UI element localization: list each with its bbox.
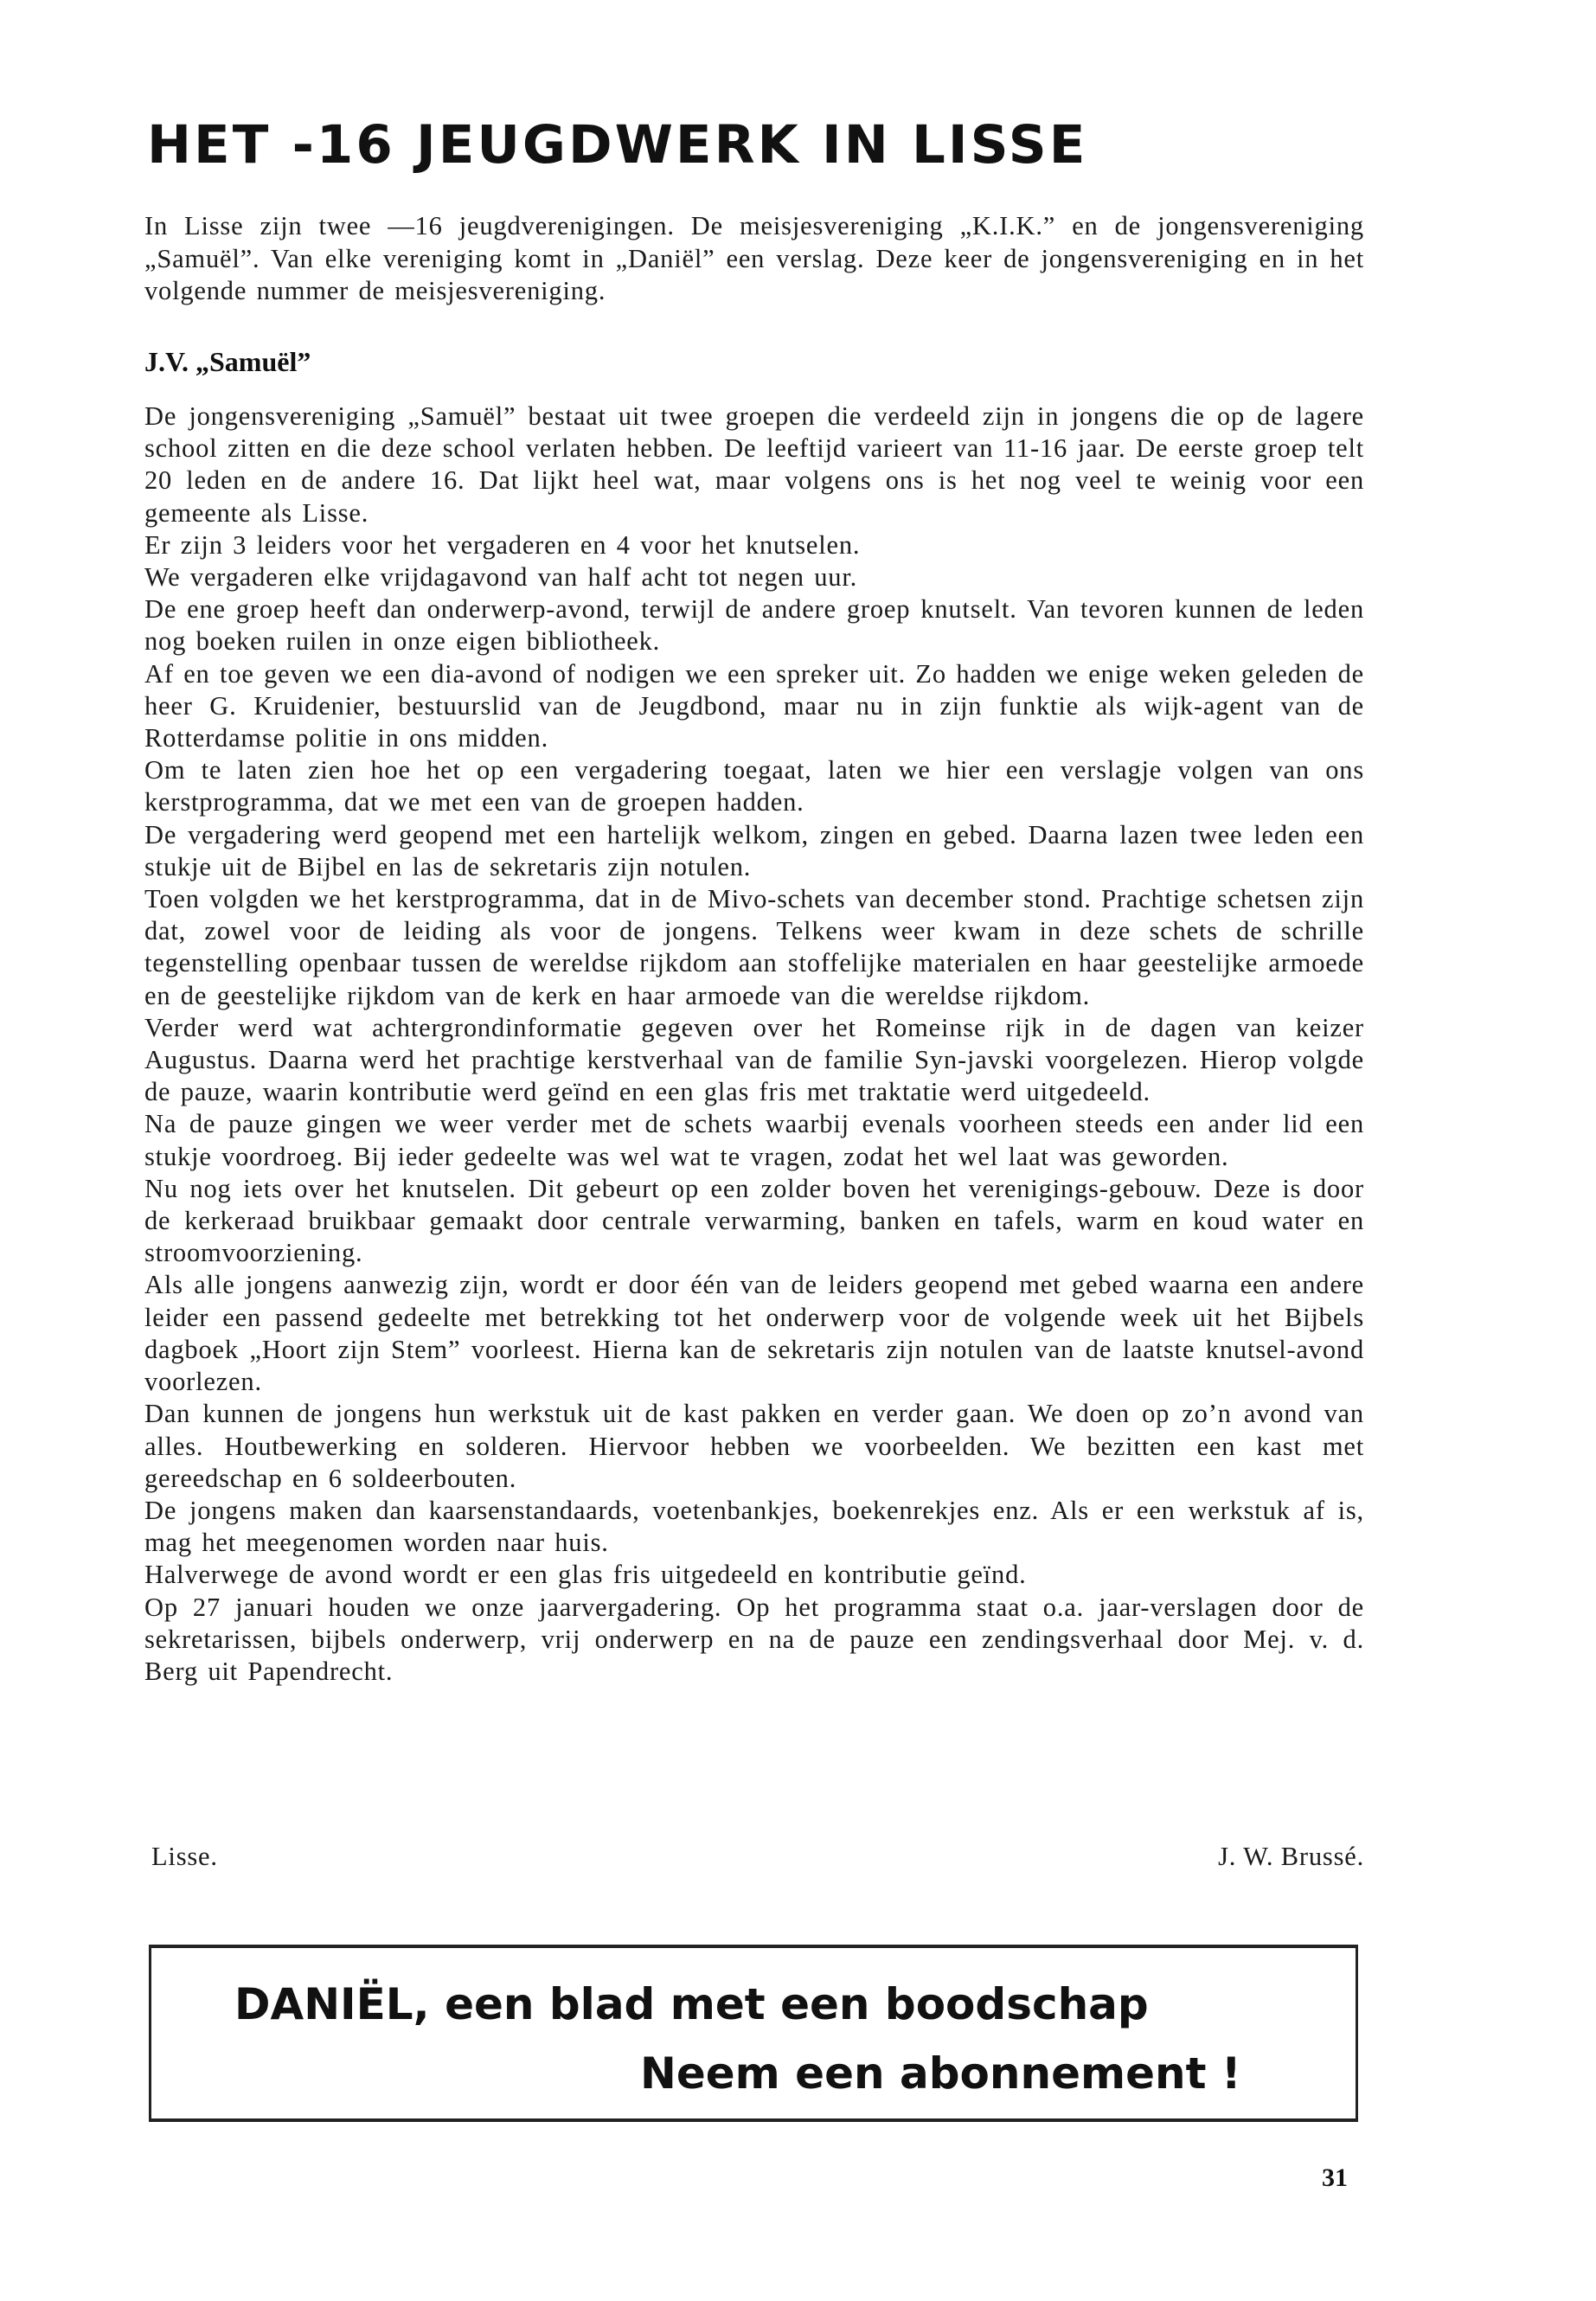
body-paragraph: Nu nog iets over het knutselen. Dit gebeurt op een zolder boven het verenigings-gebouw. Deze is door de kerkeraad bruikbaar gemaakt door centrale verwarming, banken en tafels, warm en koud water en stroomvoorziening.	[144, 1173, 1364, 1268]
body-paragraph: Halverwege de avond wordt er een glas fris uitgedeeld en kontributie geïnd.	[144, 1560, 1027, 1590]
body-paragraph: Toen volgden we het kerstprogramma, dat in de Mivo-schets van december stond. Prachtige schetsen zijn dat, zowel voor de leiding als voor de jongens. Telkens weer kwam in deze schets de schrille tegenstelling openbaar tussen de wereldse rijkdom aan stoffelijke materialen en haar geestelijke armoede en de geestelijke rijkdom van de kerk en haar armoede van die wereldse rijkdom.	[144, 884, 1364, 1010]
signature-author: J. W. Brussé.	[1218, 1842, 1364, 1871]
body-paragraph: De vergadering werd geopend met een hartelijk welkom, zingen en gebed. Daarna lazen twee leden een stukje uit de Bijbel en las de sekretaris zijn notulen.	[144, 819, 1364, 881]
body-paragraph: Er zijn 3 leiders voor het vergaderen en 4 voor het knutselen.	[144, 529, 861, 560]
article-intro: In Lisse zijn twee —16 jeugdverenigingen. De meisjesvereniging „K.I.K.” en de jongensvereniging „Samuël”. Van elke vereniging komt in „Daniël” een verslag. Deze keer de jongensvereniging en in het volgende nummer de meisjesvereniging.	[144, 211, 1364, 305]
body-paragraph: Op 27 januari houden we onze jaarvergadering. Op het programma staat o.a. jaar-verslagen door de sekretarissen, bijbels onderwerp, vrij onderwerp en na de pauze een zendingsverhaal door Mej. v. d. Berg uit Papendrecht.	[144, 1592, 1364, 1686]
body-paragraph: Dan kunnen de jongens hun werkstuk uit de kast pakken en verder gaan. We doen op zo’n avond van alles. Houtbewerking en solderen. Hiervoor hebben we voorbeelden. We bezitten een kast met gereedschap en 6 soldeerbouten.	[144, 1399, 1364, 1493]
page-number: 31	[1322, 2163, 1348, 2192]
body-paragraph: Af en toe geven we een dia-avond of nodigen we een spreker uit. Zo hadden we enige weken geleden de heer G. Kruidenier, bestuurslid van de Jeugdbond, maar nu in zijn funktie als wijk-agent van de Rotterdamse politie in ons midden.	[144, 658, 1364, 753]
advertisement-box	[149, 1945, 1358, 2122]
body-paragraph: Om te laten zien hoe het op een vergadering toegaat, laten we hier een verslagje volgen van ons kerstprogramma, dat we met een van de groepen hadden.	[144, 755, 1364, 817]
body-paragraph: We vergaderen elke vrijdagavond van half acht tot negen uur.	[144, 562, 858, 593]
section-heading: J.V. „Samuël”	[144, 346, 311, 377]
advertisement-headline: DANIËL, een blad met een boodschap	[234, 1979, 1149, 2029]
body-paragraph: De ene groep heeft dan onderwerp-avond, terwijl de andere groep knutselt. Van tevoren kunnen de leden nog boeken ruilen in onze eigen bibliotheek.	[144, 594, 1364, 657]
body-paragraph: Als alle jongens aanwezig zijn, wordt er door één van de leiders geopend met gebed waarna een andere leider een passend gedeelte met betrekking tot het onderwerp voor de volgende week uit het Bijbels dagboek „Hoort zijn Stem” voorleest. Hierna kan de sekretaris zijn notulen van de laatste knutsel-avond voorlezen.	[144, 1270, 1364, 1397]
article-body	[144, 401, 1364, 1688]
article-title: HET -16 JEUGDWERK IN LISSE	[147, 114, 1088, 176]
body-paragraph: Verder werd wat achtergrondinformatie gegeven over het Romeinse rijk in de dagen van keizer Augustus. Daarna werd het prachtige kerstverhaal van de familie Syn-javski voorgelezen. Hierop volgde de pauze, waarin kontributie werd geïnd en een glas fris met traktatie werd uitgedeeld.	[144, 1012, 1364, 1107]
body-paragraph: De jongens maken dan kaarsenstandaards, voetenbankjes, boekenrekjes enz. Als er een werkstuk af is, mag het meegenomen worden naar huis.	[144, 1495, 1364, 1558]
body-paragraph: De jongensvereniging „Samuël” bestaat uit twee groepen die verdeeld zijn in jongens die op de lagere school zitten en die deze school verlaten hebben. De leeftijd varieert van 11-16 jaar. De eerste groep telt 20 leden en de andere 16. Dat lijkt heel wat, maar volgens ons is het nog veel te weinig voor een gemeente als Lisse.	[144, 401, 1364, 528]
body-paragraph: Na de pauze gingen we weer verder met de schets waarbij evenals voorheen steeds een ander lid een stukje voordroeg. Bij ieder gedeelte was wel wat te vragen, zodat het wel laat was geworden.	[144, 1109, 1364, 1171]
advertisement-call-to-action: Neem een abonnement !	[640, 2048, 1241, 2099]
signature-place: Lisse.	[151, 1842, 218, 1871]
